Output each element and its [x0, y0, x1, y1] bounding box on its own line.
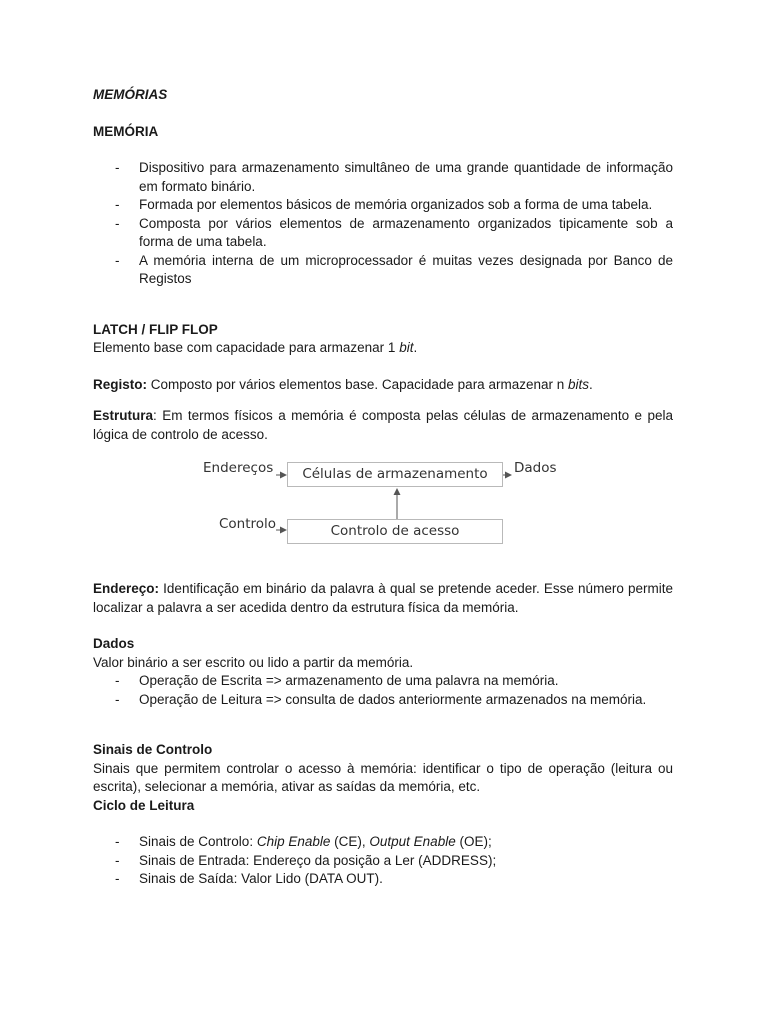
- controlo-label: Controlo: [219, 516, 277, 532]
- chip-enable-text: Chip Enable: [256, 834, 331, 849]
- ciclo-heading: Ciclo de Leitura: [93, 797, 195, 813]
- estrutura-text: : Em termos físicos a memória é composta pelas células de armazenamento e pela lógica de controlo de acesso.: [93, 408, 673, 442]
- memory-structure-diagram: [93, 462, 673, 568]
- list-item: - Formada por elementos básicos de memória organizados sob a forma de uma tabela.: [93, 196, 673, 215]
- latch-text-a: Elemento base com capacidade para armazenar 1: [93, 340, 400, 355]
- endereco-text: Identificação em binário da palavra à qual se pretende aceder. Esse número permite localizar a palavra a ser acedida dentro da estrutura física da memória.: [93, 581, 673, 615]
- output-enable-text: Output Enable: [369, 834, 456, 849]
- memoria-heading: MEMÓRIA: [93, 123, 159, 139]
- list-item: - Dispositivo para armazenamento simultâneo de uma grande quantidade de informação em formato binário.: [93, 159, 673, 196]
- enderecos-label: Endereços: [203, 460, 274, 476]
- list-item: - Operação de Leitura => consulta de dados anteriormente armazenados na memória.: [93, 691, 673, 710]
- registo-text-italic: bits: [567, 376, 589, 392]
- memoria-list: [93, 159, 673, 289]
- estrutura-label: Estrutura: [93, 408, 154, 423]
- list-item: [93, 833, 673, 852]
- oe-text: (OE);: [455, 834, 492, 849]
- list-item: - A memória interna de um microprocessador é muitas vezes designada por Banco de Registos: [93, 252, 673, 289]
- latch-text-italic: bit: [399, 340, 414, 355]
- list-item: - Sinais de Entrada: Endereço da posição a Ler (ADDRESS);: [93, 852, 673, 871]
- registo-label: Registo:: [93, 376, 147, 392]
- ciclo-item1-text: Sinais de Controlo:: [139, 834, 257, 849]
- document-title: MEMÓRIAS: [93, 87, 168, 102]
- registo-paragraph: [93, 376, 673, 395]
- latch-text-end: .: [413, 340, 418, 355]
- latch-text: [93, 339, 673, 358]
- dados-label: Dados: [514, 460, 557, 476]
- access-control-box: Controlo de acesso: [287, 519, 503, 544]
- sinais-heading: Sinais de Controlo: [93, 742, 213, 757]
- ciclo-list: [93, 833, 673, 889]
- endereco-paragraph: [93, 580, 673, 617]
- endereco-label: Endereço:: [93, 581, 160, 596]
- document-page: [93, 86, 673, 889]
- estrutura-paragraph: [93, 407, 673, 444]
- sinais-text: Sinais que permitem controlar o acesso à memória: identificar o tipo de operação (leitura ou escrita), selecionar a memória, ativar as saídas da memória, etc.: [93, 760, 673, 794]
- storage-cells-box: Células de armazenamento: [287, 462, 503, 487]
- dados-list: [93, 672, 673, 709]
- dados-heading: Dados: [93, 636, 135, 651]
- ce-text: (CE),: [330, 834, 370, 849]
- registo-text-end: .: [589, 376, 593, 392]
- list-item: - Sinais de Saída: Valor Lido (DATA OUT).: [93, 870, 673, 889]
- list-item: - Composta por vários elementos de armazenamento organizados tipicamente sob a forma de uma tabela.: [93, 215, 673, 252]
- dados-text: Valor binário a ser escrito ou lido a partir da memória.: [93, 654, 414, 670]
- latch-heading: LATCH / FLIP FLOP: [93, 321, 218, 337]
- list-item: - Operação de Escrita => armazenamento de uma palavra na memória.: [93, 672, 673, 691]
- registo-text: Composto por vários elementos base. Capacidade para armazenar n: [147, 376, 568, 392]
